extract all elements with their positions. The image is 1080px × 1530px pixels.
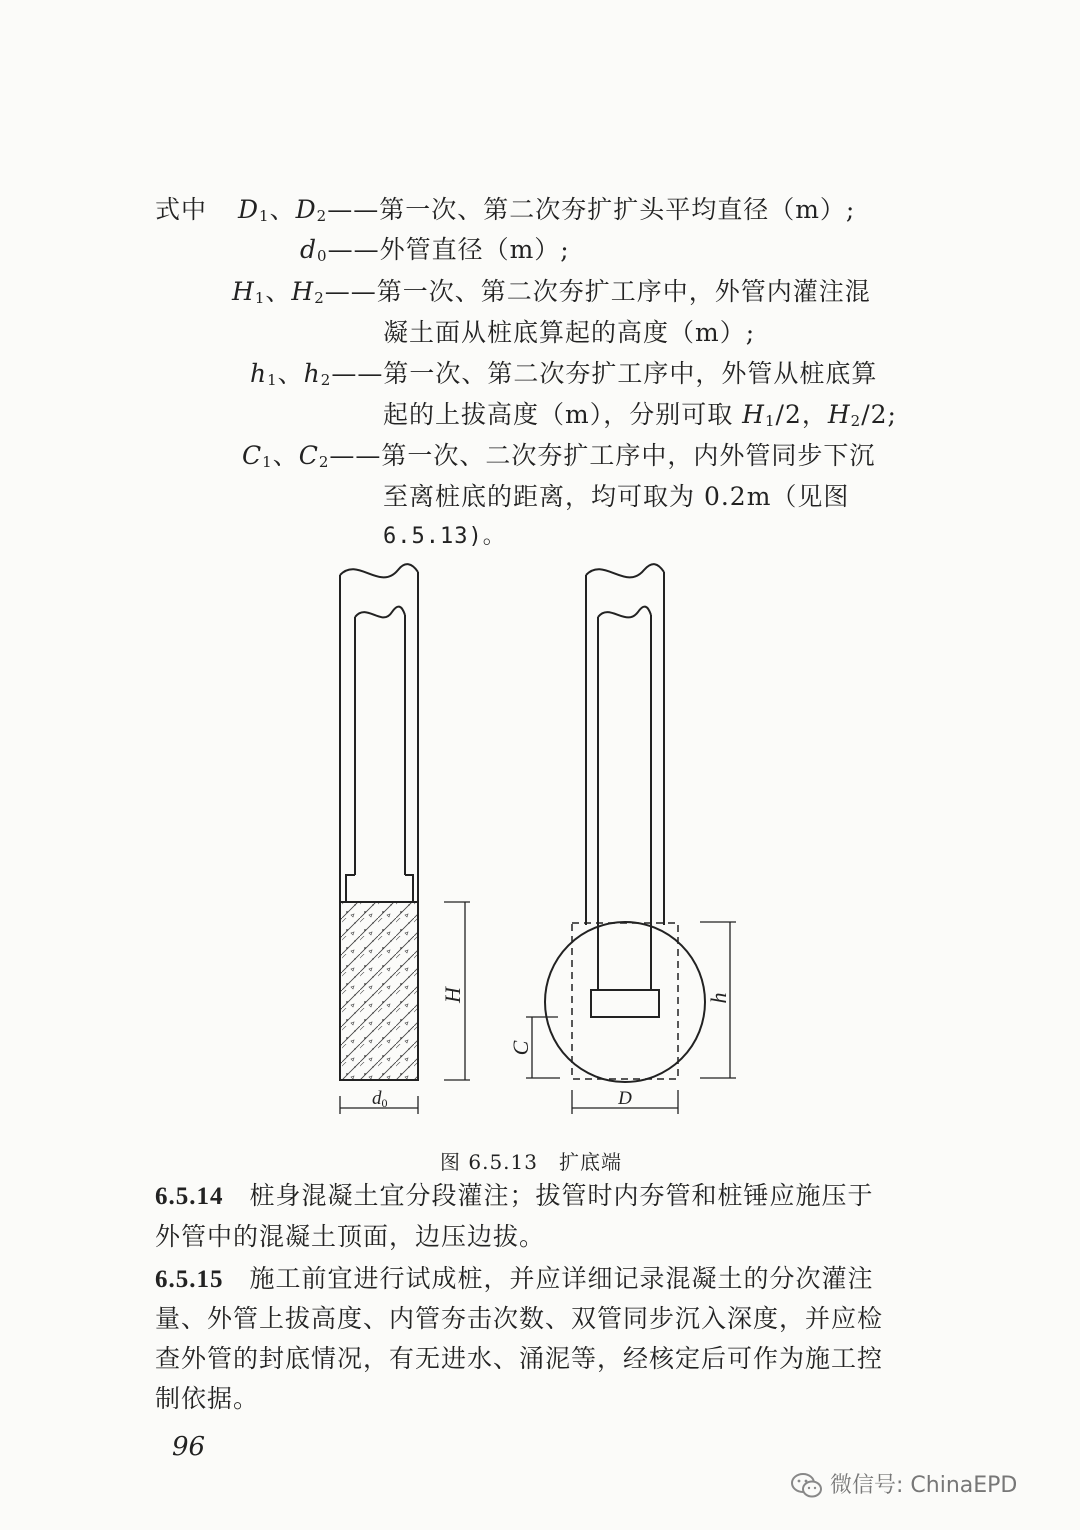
clause-6-5-15: 6.5.15 施工前宜进行试成桩，并应详细记录混凝土的分次灌注 xyxy=(155,1264,874,1293)
right-pile xyxy=(545,564,705,1082)
definition-row-c1c2-cont: 至离桩底的距离，均可取为 0.2m（见图 xyxy=(383,482,850,511)
figure-caption: 图 6.5.13 扩底端 xyxy=(440,1150,622,1174)
watermark: 微信号: ChinaEPD xyxy=(790,1468,1017,1500)
label-C: C xyxy=(508,1040,533,1056)
label-D: D xyxy=(618,1088,632,1109)
label-H: H xyxy=(440,987,465,1003)
definition-row-h1h2-lower: $h_1$、$h_2——$第一次、第二次夯扩工序中，外管从桩底算 xyxy=(250,359,878,389)
definition-row-c1c2: $C_1$、$C_2——$第一次、二次夯扩工序中，内外管同步下沉 xyxy=(242,441,876,471)
definition-row-d0: $d_0——$外管直径（m）; xyxy=(300,235,570,265)
label-d0: d0 xyxy=(372,1088,388,1110)
definition-row-h1h2-upper: $H_1$、$H_2——$第一次、第二次夯扩工序中，外管内灌注混 xyxy=(232,277,871,307)
definition-row-c1c2-cont2: 6.5.13)。 xyxy=(383,524,506,549)
wechat-icon xyxy=(790,1472,824,1500)
clause-6-5-14: 6.5.14 桩身混凝土宜分段灌注；拔管时内夯管和桩锤应施压于 xyxy=(155,1181,874,1210)
clause-number: 6.5.14 xyxy=(155,1183,224,1210)
definition-lead: 式中 xyxy=(155,195,208,224)
clause-number: 6.5.15 xyxy=(155,1266,224,1293)
label-h: h xyxy=(706,992,731,1004)
clause-6-5-14-line-2: 外管中的混凝土顶面，边压边拔。 xyxy=(155,1222,546,1251)
definition-row-h1h2-lower-cont: 起的上拔高度（m），分别可取 $H_1/2$，$H_2/2$; xyxy=(383,400,897,430)
clause-6-5-15-line-3: 查外管的封底情况，有无进水、涌泥等，经核定后可作为施工控 xyxy=(155,1344,884,1373)
left-pile xyxy=(340,564,418,1080)
definition-row-h1h2-upper-cont: 凝土面从桩底算起的高度（m）; xyxy=(383,318,756,347)
definition-row-d1d2: $D_1$、$D_2——$第一次、第二次夯扩扩头平均直径（m）; xyxy=(238,195,856,225)
clause-6-5-15-line-2: 量、外管上拔高度、内管夯击次数、双管同步沉入深度，并应检 xyxy=(155,1304,884,1333)
clause-6-5-15-line-4: 制依据。 xyxy=(155,1384,260,1413)
page-number: 96 xyxy=(172,1432,206,1462)
